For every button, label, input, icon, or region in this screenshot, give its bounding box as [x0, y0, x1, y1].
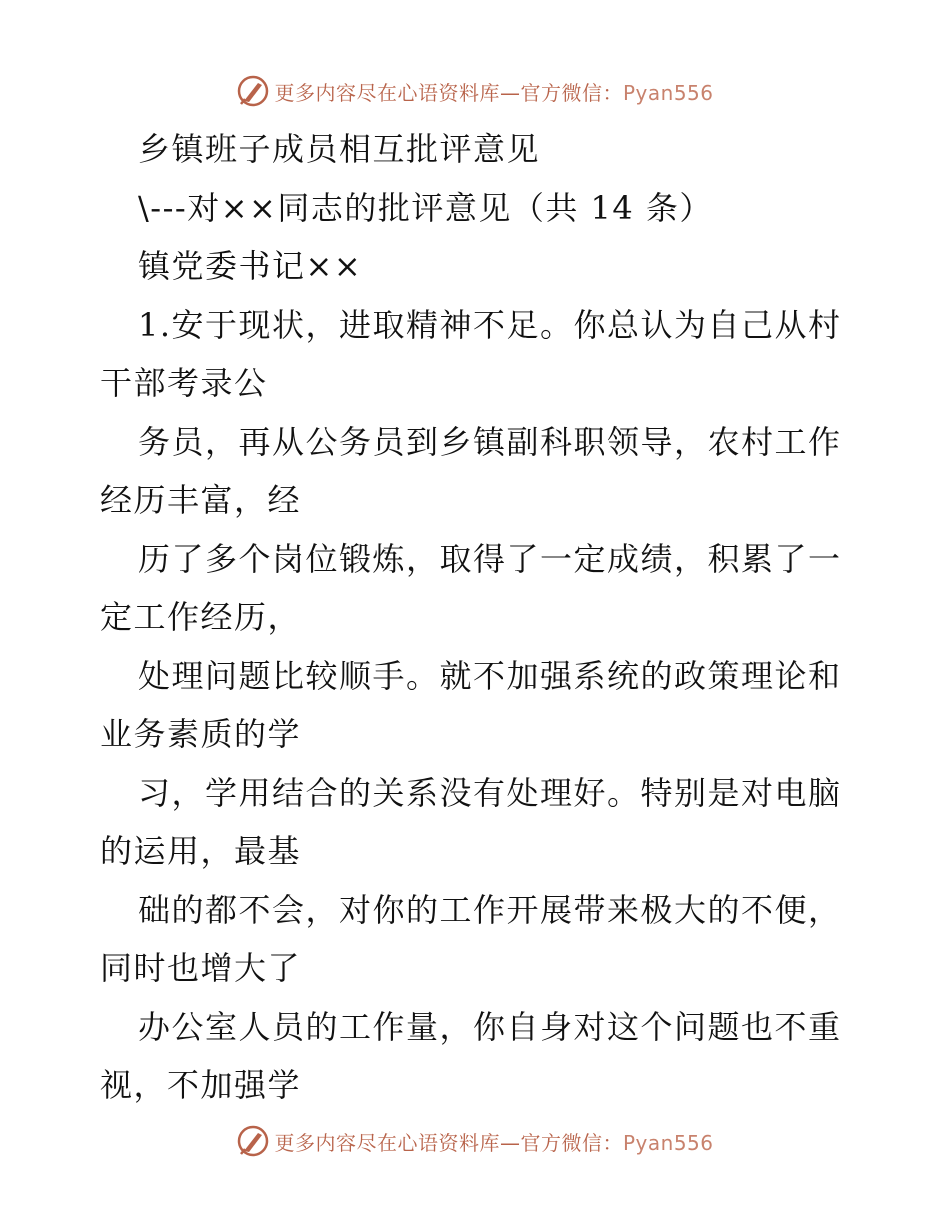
paragraph-line: 视，不加强学 [100, 1066, 302, 1104]
paragraph-line: 的运用，最基 [100, 832, 302, 870]
footer-watermark [0, 1121, 950, 1161]
paragraph-line: 处理问题比较顺手。就不加强系统的政策理论和 [138, 656, 842, 695]
footer-watermark-text: 更多内容尽在心语资料库—官方微信：Pyan556 [274, 1130, 714, 1155]
paragraph-line: 1.安于现状，进取精神不足。你总认为自己从村 [138, 305, 842, 344]
document-author: 镇党委书记×× [138, 247, 363, 285]
paragraph-line: 务员，再从公务员到乡镇副科职领导，农村工作 [138, 422, 842, 461]
wechat-id: Pyan556 [622, 1130, 714, 1155]
header-watermark-text: 更多内容尽在心语资料库—官方微信：Pyan556 [274, 80, 714, 105]
document-title: 乡镇班子成员相互批评意见 [138, 130, 541, 168]
paragraph-line: 历了多个岗位锻炼，取得了一定成绩，积累了一 [138, 539, 842, 578]
paragraph-line: 础的都不会，对你的工作开展带来极大的不便， [138, 890, 842, 929]
document-body [100, 120, 860, 1115]
paragraph-line: 习，学用结合的关系没有处理好。特别是对电脑 [138, 773, 842, 812]
quill-pen-circle-icon [236, 74, 270, 108]
paragraph-line: 定工作经历， [100, 598, 302, 636]
paragraph-line: 办公室人员的工作量，你自身对这个问题也不重 [138, 1007, 842, 1046]
paragraph-line: 业务素质的学 [100, 715, 302, 753]
paragraph-line: 经历丰富，经 [100, 481, 302, 519]
paragraph-line: 同时也增大了 [100, 949, 302, 987]
paragraph-line: 干部考录公 [100, 364, 268, 402]
wechat-id: Pyan556 [622, 80, 714, 105]
quill-pen-circle-icon [236, 1124, 270, 1158]
header-watermark [0, 71, 950, 111]
document-subtitle: \---对××同志的批评意见（共 14 条） [138, 188, 713, 227]
